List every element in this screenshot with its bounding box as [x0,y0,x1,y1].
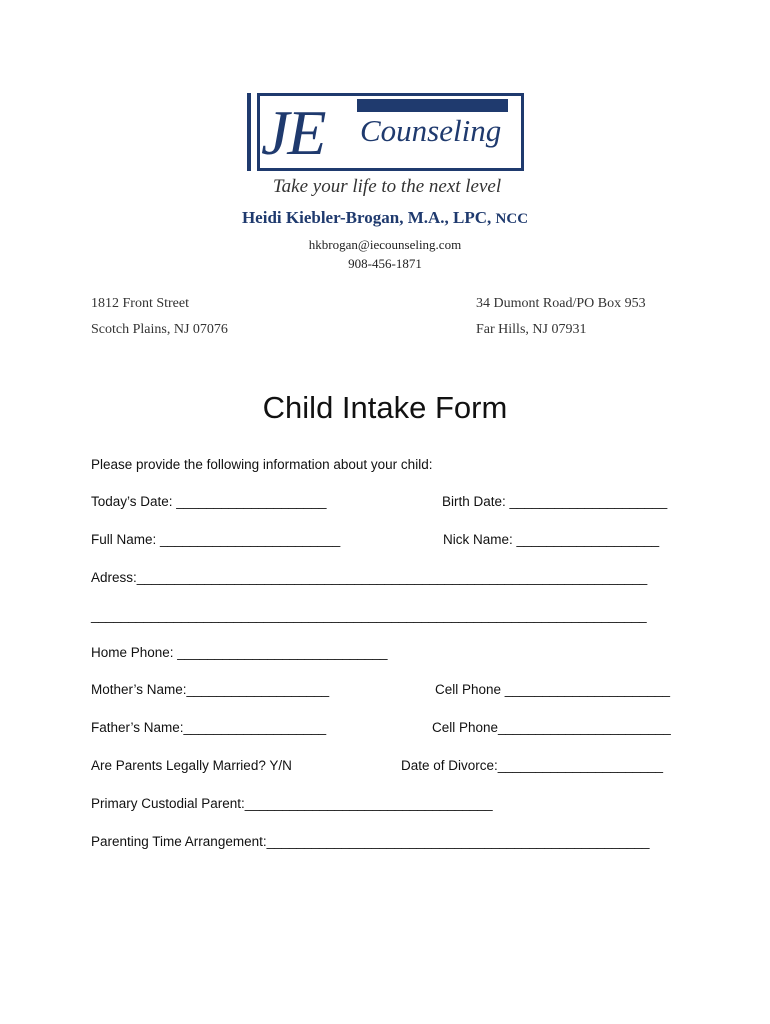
counselor-credential: NCC [495,211,529,227]
date-of-divorce-field[interactable]: Date of Divorce:______________________ [401,758,663,773]
mothers-name-field[interactable]: Mother’s Name:___________________ [91,682,330,697]
company-logo [247,93,524,171]
todays-date-field[interactable]: Today’s Date: ____________________ [91,494,327,509]
legally-married-question[interactable]: Are Parents Legally Married? Y/N [91,758,292,773]
logo-left-bar [247,93,251,171]
home-phone-field[interactable]: Home Phone: ____________________________ [91,645,388,660]
counselor-email: hkbrogan@iecounseling.com [308,237,462,252]
birth-date-field[interactable]: Birth Date: _____________________ [442,494,668,509]
full-name-field[interactable]: Full Name: ________________________ [91,532,341,547]
logo-wordmark: Counseling [360,113,502,148]
counselor-phone: 908-456-1871 [348,256,422,271]
form-intro: Please provide the following information about your child: [91,457,433,472]
counselor-name: Heidi Kiebler-Brogan, M.A., LPC, [241,208,492,227]
mothers-cell-phone-field[interactable]: Cell Phone ______________________ [435,682,670,697]
form-title: Child Intake Form [262,390,508,425]
logo-monogram: JE [261,97,325,168]
tagline: Take your life to the next level [272,176,502,197]
counselor-name-line [0,208,770,228]
office-right-city: Far Hills, NJ 07931 [476,322,587,337]
office-left-street: 1812 Front Street [91,296,189,311]
office-right-street: 34 Dumont Road/PO Box 953 [476,296,646,311]
nick-name-field[interactable]: Nick Name: ___________________ [443,532,660,547]
custodial-parent-field[interactable]: Primary Custodial Parent:_________________________________ [91,796,493,811]
office-left-city: Scotch Plains, NJ 07076 [91,322,228,337]
address-field[interactable]: Adress:____________________________________________________________________ [91,570,648,585]
address-line-2-field[interactable]: __________________________________________________________________________ [91,608,647,623]
parenting-time-field[interactable]: Parenting Time Arrangement:___________________________________________________ [91,834,650,849]
fathers-name-field[interactable]: Father’s Name:___________________ [91,720,327,735]
fathers-cell-phone-field[interactable]: Cell Phone_______________________ [432,720,671,735]
